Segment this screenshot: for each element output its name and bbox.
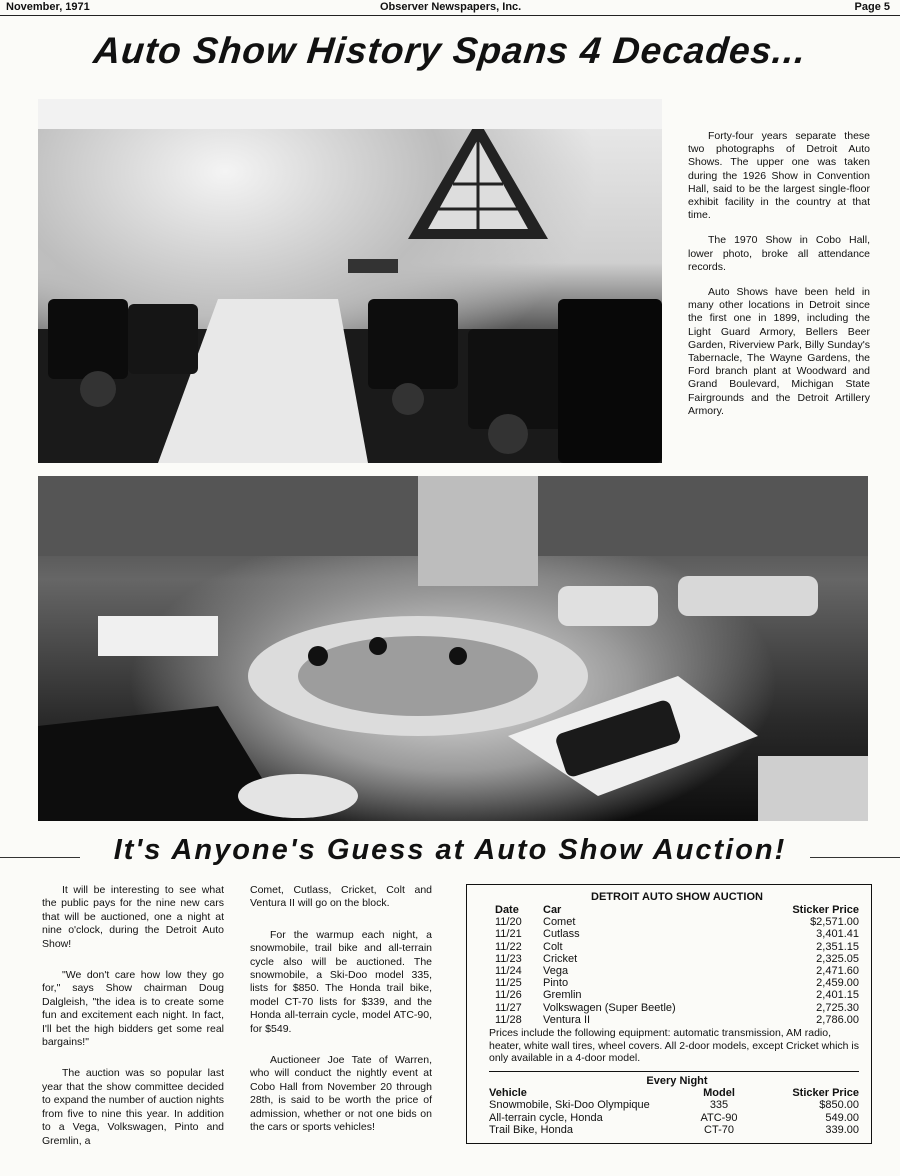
cell-car: Cricket [543,952,578,965]
table-row [495,989,859,1001]
cell-car: Gremlin [543,989,582,1002]
caption-paragraph: Forty-four years separate these two photographs of Detroit Auto Shows. The upper one was taken during the 1926 Show in Convention Hall, said to be the largest single-floor exhibit facility in the country at that time. [688,130,870,222]
table-row [495,1014,859,1026]
table-row [495,916,859,928]
table-row [495,1002,859,1014]
caption-paragraph: The 1970 Show in Cobo Hall, lower photo, broke all attendance records. [688,234,870,273]
table-row [495,941,859,953]
auction-box-title: DETROIT AUTO SHOW AUCTION [591,891,763,903]
photo-caption [688,130,870,430]
cell-vehicle: Trail Bike, Honda [489,1124,573,1137]
box-divider [489,1071,859,1072]
table-row [495,977,859,989]
cell-car: Volkswagen (Super Beetle) [543,1001,676,1014]
cell-price: 339.00 [825,1124,859,1137]
column-header-vehicle: Vehicle [489,1086,527,1099]
article-paragraph: The auction was so popular last year that the show committee decided to expand the number of auction nights from five to nine this year. In addition to a Vega, Volkswagen, Pinto and Gremlin, a [42,1067,224,1147]
equipment-note: Prices include the following equipment: automatic transmission, AM radio, heater, white wall tires, wheel covers. All 2-door models, except Cricket which is only available in a 4-door model. [489,1027,859,1065]
cell-date: 11/25 [495,977,522,990]
cell-car: Vega [543,965,569,978]
cell-date: 11/26 [495,989,522,1002]
cell-price: 549.00 [825,1111,859,1124]
column-header-sticker-price: Sticker Price [792,1086,859,1099]
page-header [0,0,900,16]
publication-name: Observer Newspapers, Inc. [380,1,522,13]
issue-date: November, 1971 [6,1,90,13]
cell-car: Ventura II [543,1013,591,1026]
cell-model: 335 [709,1099,729,1112]
auction-schedule-box [466,884,872,1144]
table-row [495,953,859,965]
photo-1926-show [38,99,662,463]
column-header-model: Model [703,1086,735,1099]
cell-price: $850.00 [819,1099,859,1112]
cell-vehicle: All-terrain cycle, Honda [489,1111,603,1124]
article-column-1 [42,884,224,1166]
cell-price: 2,351.15 [816,940,859,953]
cell-price: 2,325.05 [816,952,859,965]
cell-vehicle: Snowmobile, Ski-Doo Olympique [489,1099,650,1112]
article-paragraph: "We don't care how low they go for," says Show chairman Doug Dalgleish, "the idea is to create some fun and excitement each night. In fact, I'll bet the high bidders get some real bargains!" [42,969,224,1049]
cell-car: Colt [543,940,563,953]
cell-date: 11/21 [495,928,522,941]
subheadline-rule-right [810,857,900,858]
column-header-date: Date [495,904,519,916]
subheadline: It's Anyone's Guess at Auto Show Auction! [113,834,787,866]
table-row [495,928,859,940]
cell-date: 11/22 [495,940,522,953]
table-row [489,1124,859,1137]
auction-table [495,904,859,1026]
cell-car: Comet [543,916,576,929]
header-rule [0,15,900,16]
cell-car: Cutlass [543,928,580,941]
caption-paragraph: Auto Shows have been held in many other locations in Detroit since the first one in 1899, including the Light Guard Armory, Bellers Beer Garden, Riverview Park, Billy Sunday's Tabernacle, The Wayne Gardens, the Ford branch plant at Woodward and Grand Boulevard, Michigan State Fairgrounds and the Detroit Artillery Armory. [688,286,870,417]
headline: Auto Show History Spans 4 Decades... [91,30,809,71]
cell-price: 2,725.30 [816,1001,859,1014]
article-column-2 [250,884,432,1153]
cell-date: 11/24 [495,965,522,978]
cell-date: 11/20 [495,916,522,929]
cell-model: CT-70 [704,1124,734,1137]
cell-price: 2,401.15 [816,989,859,1002]
cell-date: 11/23 [495,952,522,965]
article-paragraph: Comet, Cutlass, Cricket, Colt and Ventura II will go on the block. [250,884,432,910]
column-header-price: Sticker Price [792,904,859,916]
cell-car: Pinto [543,977,569,990]
photo-1926-illustration [38,99,662,463]
photo-1970-show [38,476,868,821]
every-night-heading: Every Night [646,1074,708,1087]
page-number: Page 5 [854,1,890,13]
article-paragraph: Auctioneer Joe Tate of Warren, who will conduct the nightly event at Cobo Hall from November 20 through 28th, is said to be worth the price of admission, whether or not one bids on the cars or sports vehicles! [250,1054,432,1134]
every-night-table [489,1087,859,1137]
table-row [495,965,859,977]
article-paragraph: It will be interesting to see what the public pays for the nine new cars that will be auctioned, one a night at nine o'clock, during the Detroit Auto Show! [42,884,224,950]
cell-date: 11/28 [495,1013,522,1026]
column-header-car: Car [543,904,562,916]
cell-price: 2,471.60 [816,965,859,978]
table-row [489,1112,859,1125]
photo-1970-illustration [38,476,868,821]
article-paragraph: For the warmup each night, a snowmobile, trail bike and all-terrain cycle also will be auctioned. The snowmobile, a Ski-Doo model 335, lists for $850. The Honda trail bike, model CT-70 lists for $339, and the Honda all-terrain cycle, model ATC-90, for $549. [250,928,432,1035]
cell-price: $2,571.00 [810,916,859,929]
cell-date: 11/27 [495,1001,522,1014]
table-row [489,1099,859,1112]
cell-price: 2,459.00 [816,977,859,990]
cell-price: 3,401.41 [816,928,859,941]
cell-price: 2,786.00 [816,1013,859,1026]
cell-model: ATC-90 [700,1111,738,1124]
